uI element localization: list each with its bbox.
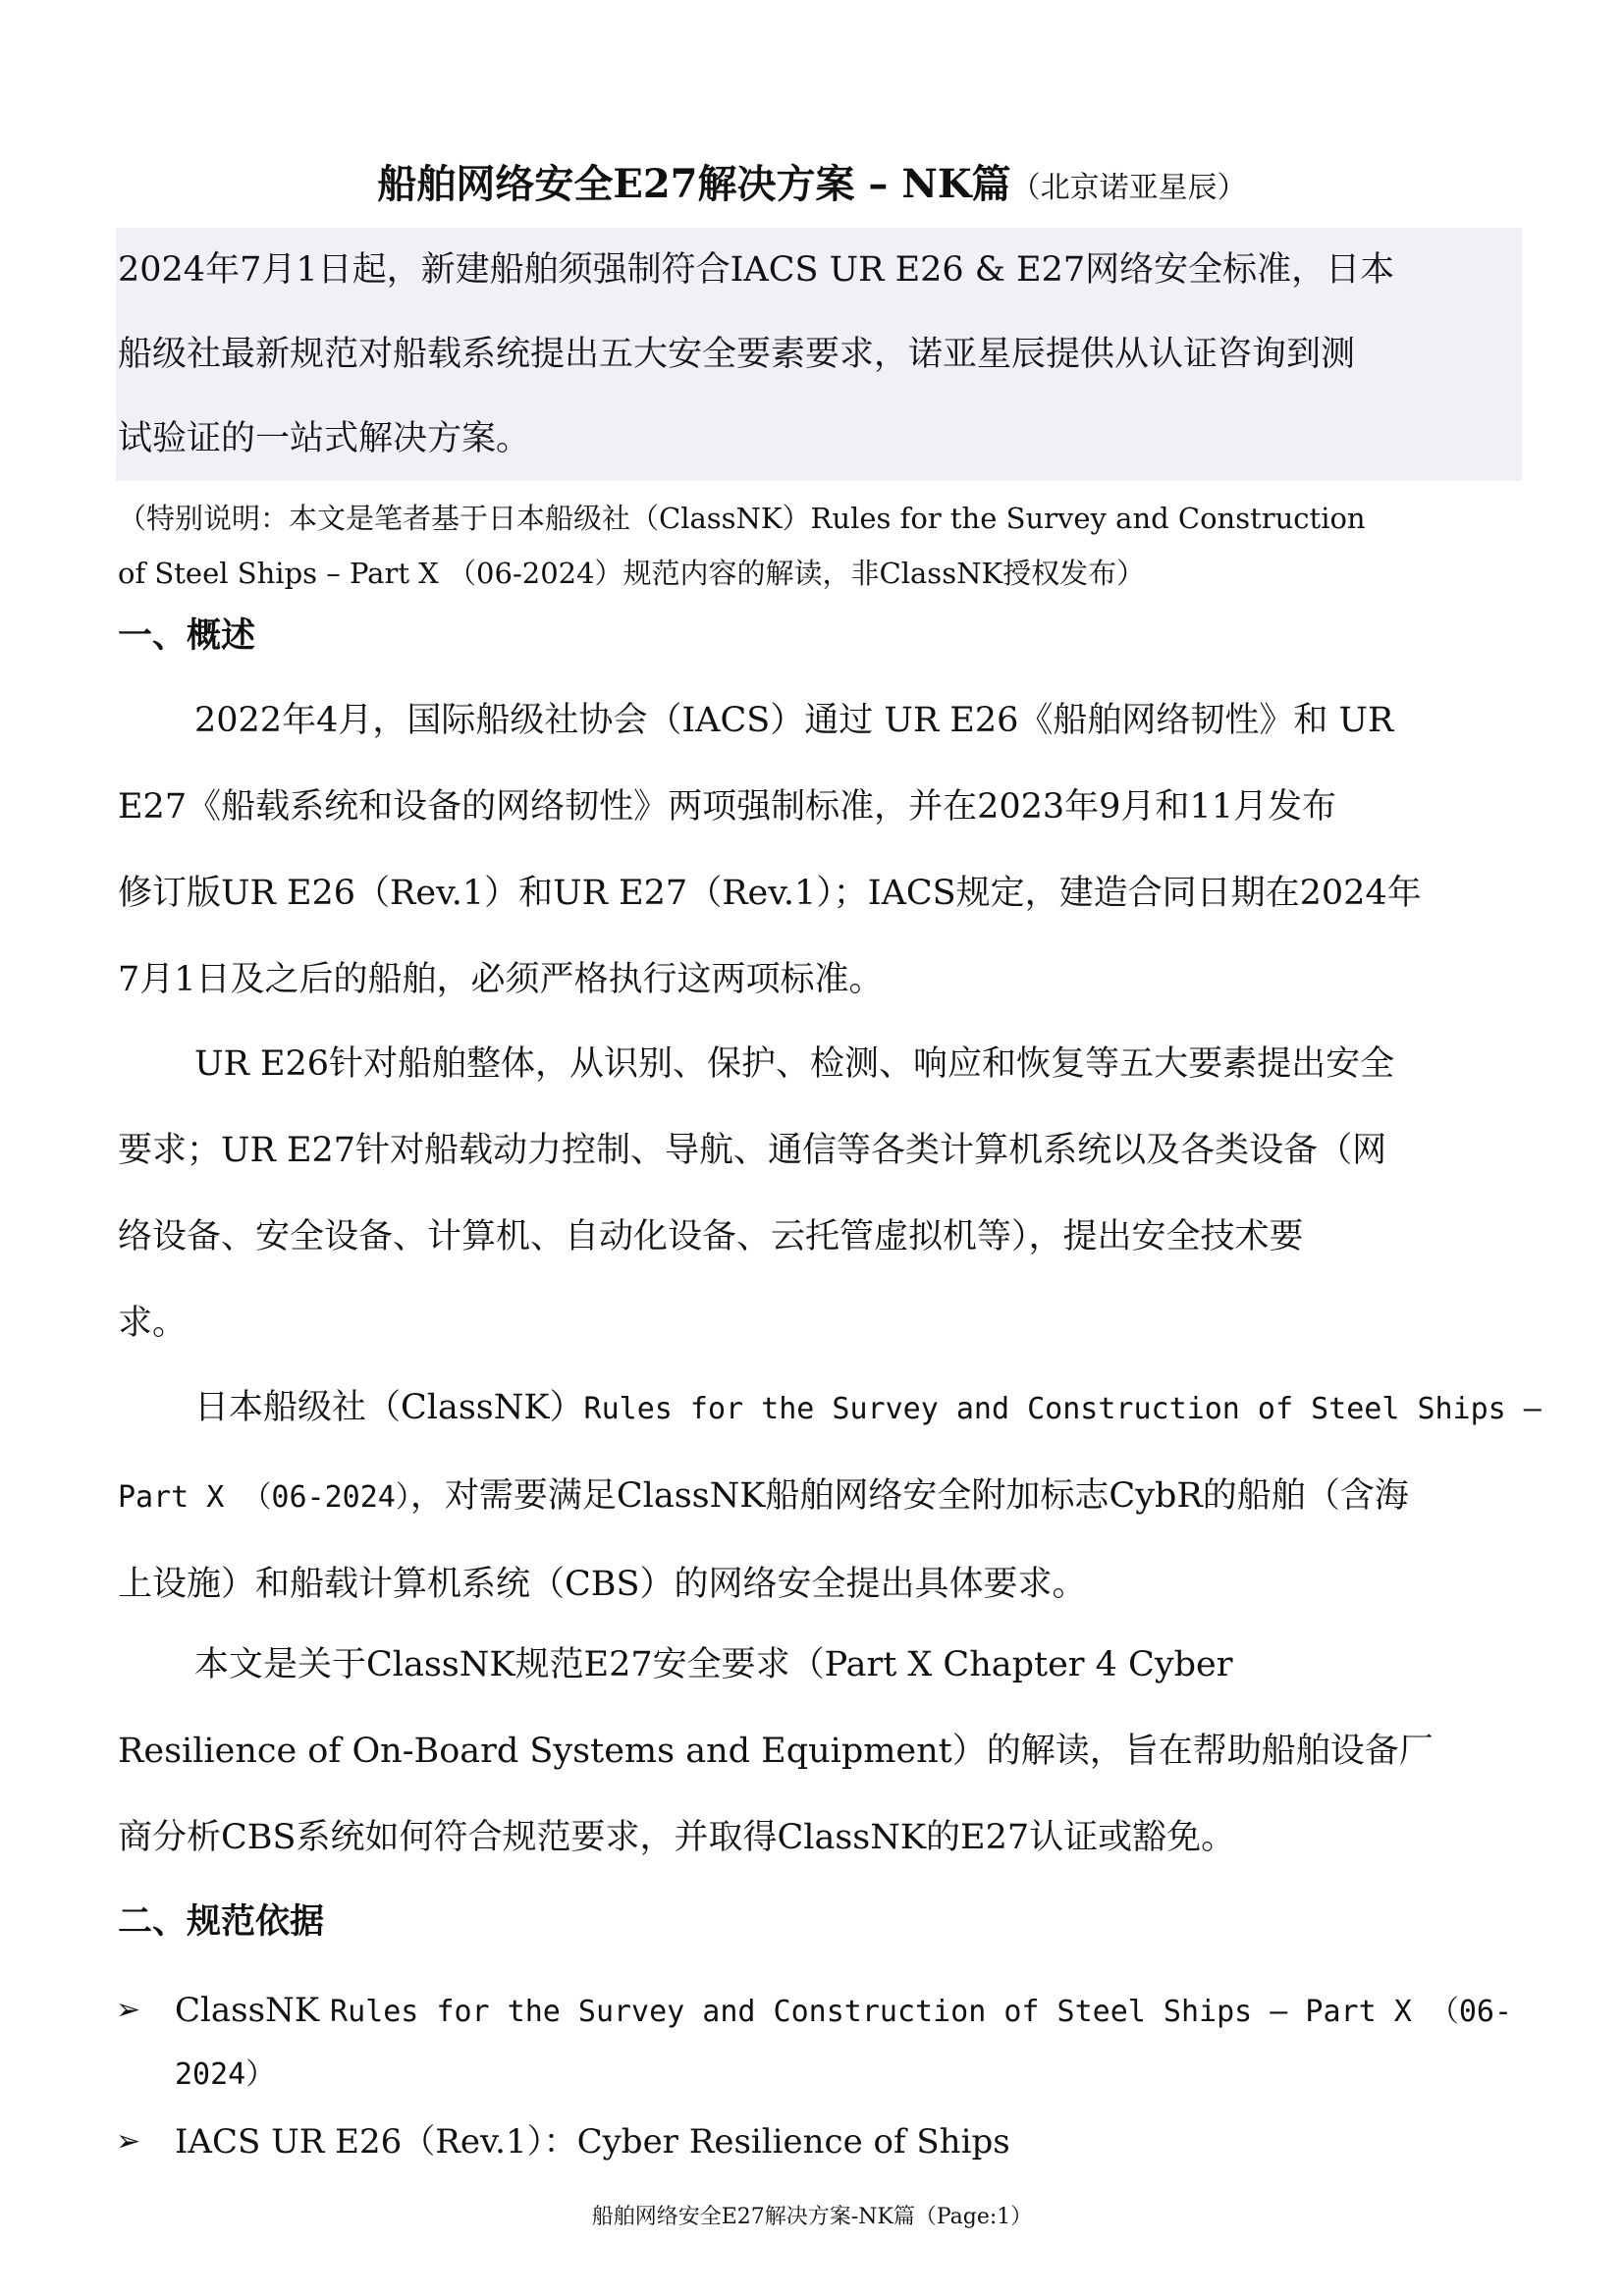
section-heading-overview: 一、概述 bbox=[118, 615, 256, 656]
disclaimer-note bbox=[118, 491, 1532, 601]
list-item bbox=[116, 2110, 1530, 2173]
overview-paragraph-1 bbox=[118, 677, 1532, 1023]
list-item-rule-text: Rules for the Survey and Construction of Steel Ships – Part X （06- bbox=[330, 1995, 1513, 2029]
title-subtitle: （北京诺亚星辰） bbox=[1010, 171, 1247, 205]
paragraph-line: E27《船载系统和设备的网络韧性》两项强制标准，并在2023年9月和11月发布 bbox=[118, 787, 1336, 827]
paragraph-line: 7月1日及之后的船舶，必须严格执行这两项标准。 bbox=[118, 960, 884, 999]
paragraph-line: 本文是关于ClassNK规范E27安全要求（Part X Chapter 4 Cyber bbox=[194, 1645, 1233, 1684]
list-item bbox=[116, 1979, 1530, 2105]
list-item-rule-text: 2024） bbox=[175, 2057, 276, 2092]
rule-title-text: Rules for the Survey and Construction of Steel Ships – bbox=[583, 1392, 1542, 1426]
paragraph-line bbox=[118, 1453, 1532, 1541]
paragraph-line: 修订版UR E26（Rev.1）和UR E27（Rev.1）；IACS规定，建造合同日期在2024年 bbox=[118, 874, 1422, 913]
paragraph-line: 求。 bbox=[118, 1304, 188, 1343]
arrow-bullet-icon: ➢ bbox=[116, 1993, 141, 2027]
paragraph-line: 上设施）和船载计算机系统（CBS）的网络安全提出具体要求。 bbox=[118, 1565, 1087, 1604]
paragraph-text: 日本船级社（ClassNK） bbox=[194, 1388, 584, 1427]
basis-list bbox=[116, 1979, 1530, 2173]
summary-line: 试验证的一站式解决方案。 bbox=[118, 419, 531, 458]
paragraph-line: 2022年4月，国际船级社协会（IACS）通过 UR E26《船舶网络韧性》和 UR bbox=[194, 701, 1394, 740]
overview-paragraph-2 bbox=[118, 1021, 1532, 1366]
page-footer: 船舶网络安全E27解决方案-NK篇（Page:1） bbox=[591, 2205, 1033, 2229]
summary-line: 船级社最新规范对船载系统提出五大安全要素要求，诺亚星辰提供从认证咨询到测 bbox=[118, 335, 1356, 374]
list-item-line: IACS UR E26（Rev.1）：Cyber Resilience of Ships bbox=[175, 2122, 1010, 2162]
paragraph-line: 商分析CBS系统如何符合规范要求，并取得ClassNK的E27认证或豁免。 bbox=[118, 1818, 1236, 1857]
summary-box bbox=[116, 228, 1522, 481]
arrow-bullet-icon: ➢ bbox=[116, 2124, 141, 2159]
overview-paragraph-4 bbox=[118, 1622, 1532, 1881]
rule-part-text: Part X （06-2024） bbox=[118, 1480, 410, 1515]
title-main: 船舶网络安全E27解决方案 – NK篇 bbox=[377, 161, 1011, 207]
section-heading-basis: 二、规范依据 bbox=[118, 1901, 325, 1942]
paragraph-line: 要求；UR E27针对船载动力控制、导航、通信等各类计算机系统以及各类设备（网 bbox=[118, 1131, 1387, 1170]
summary-line: 2024年7月1日起，新建船舶须强制符合IACS UR E26 & E27网络安全标准，日本 bbox=[118, 250, 1395, 290]
paragraph-text: ，对需要满足ClassNK船舶网络安全附加标志CybR的船舶（含海 bbox=[409, 1476, 1409, 1516]
overview-paragraph-3 bbox=[118, 1364, 1542, 1628]
list-item-line bbox=[175, 1979, 1530, 2044]
note-line: of Steel Ships – Part X （06-2024）规范内容的解读，非ClassNK授权发布） bbox=[118, 557, 1146, 590]
page-title bbox=[0, 155, 1624, 218]
paragraph-line: Resilience of On-Board Systems and Equipment）的解读，旨在帮助船舶设备厂 bbox=[118, 1732, 1434, 1771]
list-item-text: ClassNK bbox=[175, 1991, 331, 2030]
paragraph-line: 络设备、安全设备、计算机、自动化设备、云托管虚拟机等），提出安全技术要 bbox=[118, 1217, 1304, 1256]
paragraph-line bbox=[118, 1364, 1542, 1453]
list-item-line bbox=[175, 2044, 1530, 2105]
paragraph-line: UR E26针对船舶整体，从识别、保护、检测、响应和恢复等五大要素提出安全 bbox=[194, 1044, 1395, 1084]
note-line: （特别说明：本文是笔者基于日本船级社（ClassNK）Rules for the Survey and Construction bbox=[118, 502, 1366, 535]
